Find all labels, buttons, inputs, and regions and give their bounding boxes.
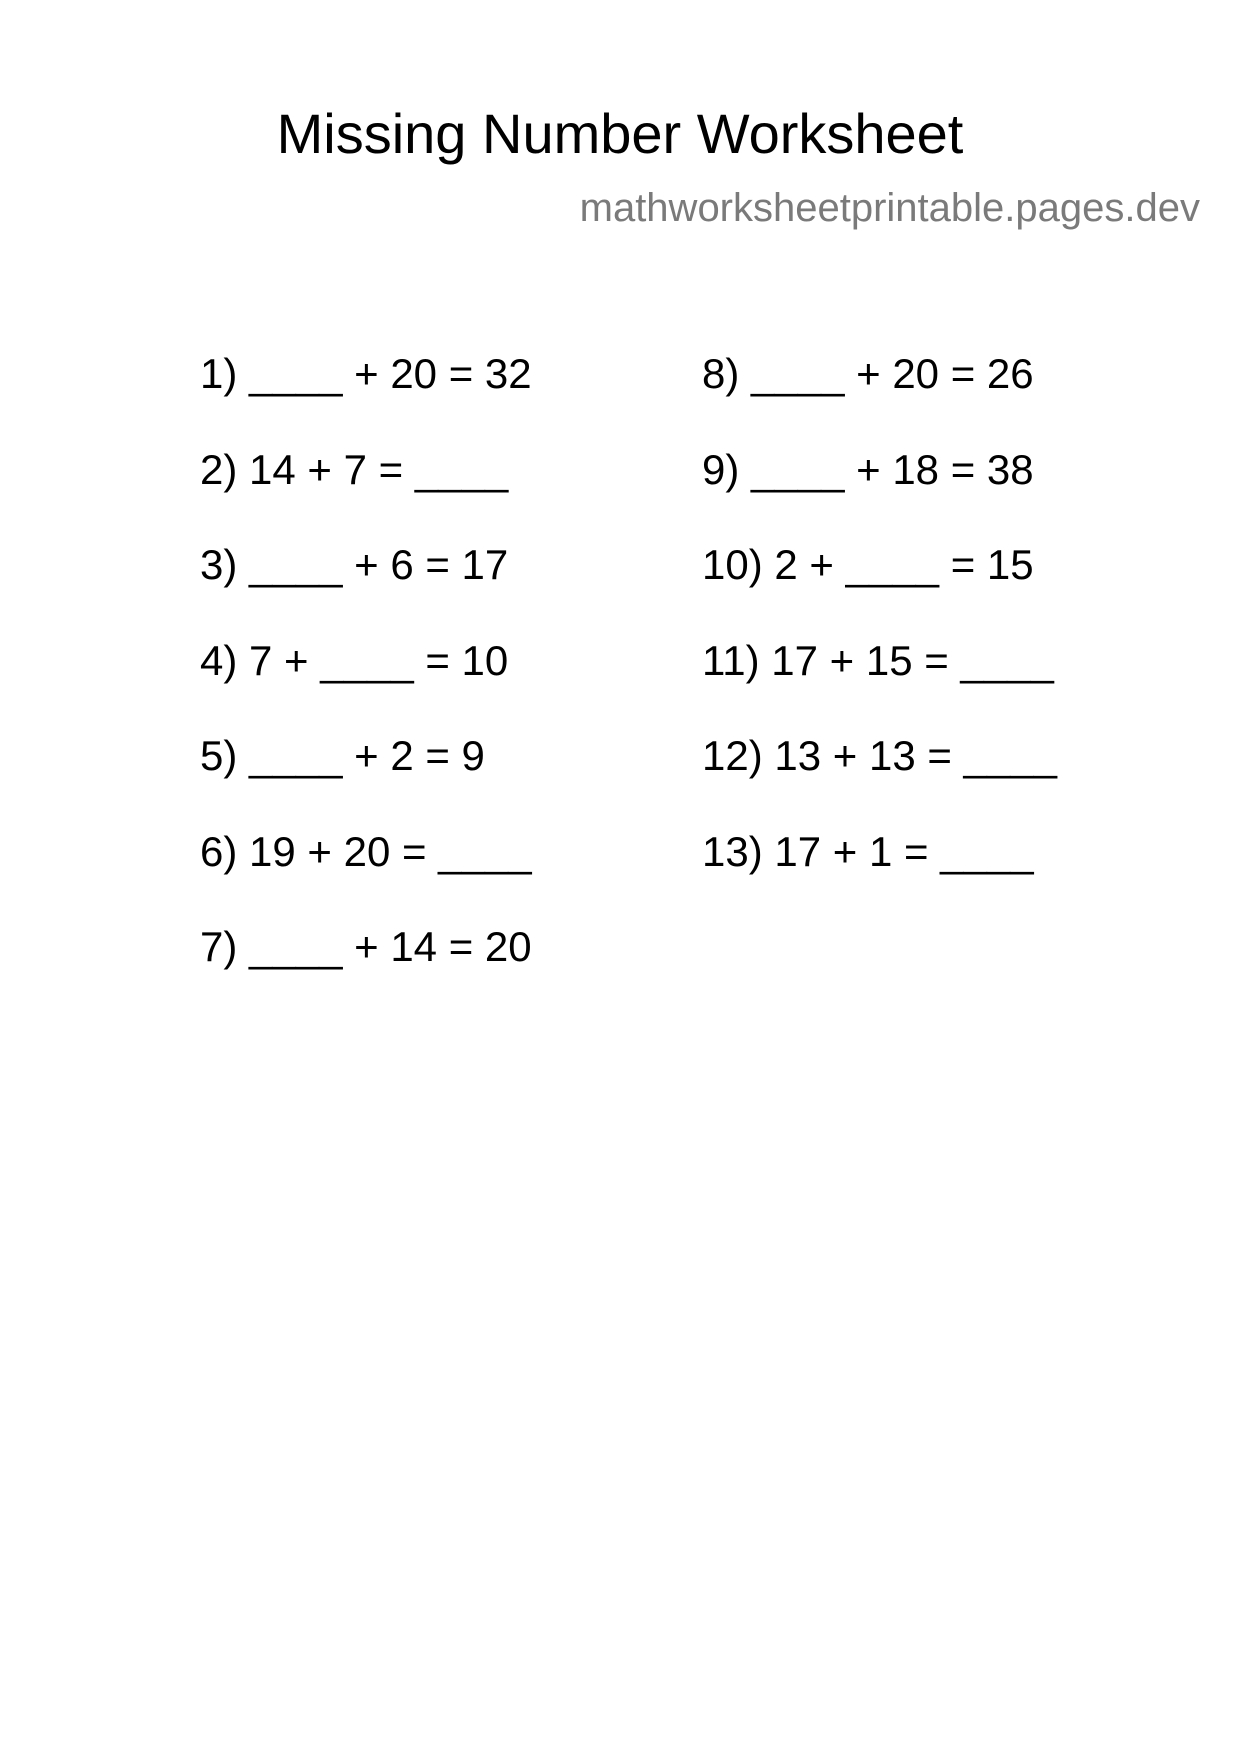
problem-9: 9) ____ + 18 = 38 xyxy=(702,445,1034,493)
problem-6: 6) 19 + 20 = ____ xyxy=(200,827,532,875)
problem-11: 11) 17 + 15 = ____ xyxy=(702,636,1054,684)
problem-5: 5) ____ + 2 = 9 xyxy=(200,732,485,779)
problem-column-right xyxy=(702,348,1057,921)
problem-7: 7) ____ + 14 = 20 xyxy=(200,923,532,970)
problem-8: 8) ____ + 20 = 26 xyxy=(702,350,1034,397)
problem-column-left xyxy=(200,348,532,1017)
problem-12: 12) 13 + 13 = ____ xyxy=(702,732,1057,779)
problem-13: 13) 17 + 1 = ____ xyxy=(702,827,1034,875)
problem-10: 10) 2 + ____ = 15 xyxy=(702,541,1034,588)
problem-4: 4) 7 + ____ = 10 xyxy=(200,636,509,684)
source-website: mathworksheetprintable.pages.dev xyxy=(579,186,1200,230)
problem-2: 2) 14 + 7 = ____ xyxy=(200,445,509,493)
problem-1: 1) ____ + 20 = 32 xyxy=(200,350,532,397)
page-title: Missing Number Worksheet xyxy=(276,102,964,165)
problem-3: 3) ____ + 6 = 17 xyxy=(200,541,509,588)
